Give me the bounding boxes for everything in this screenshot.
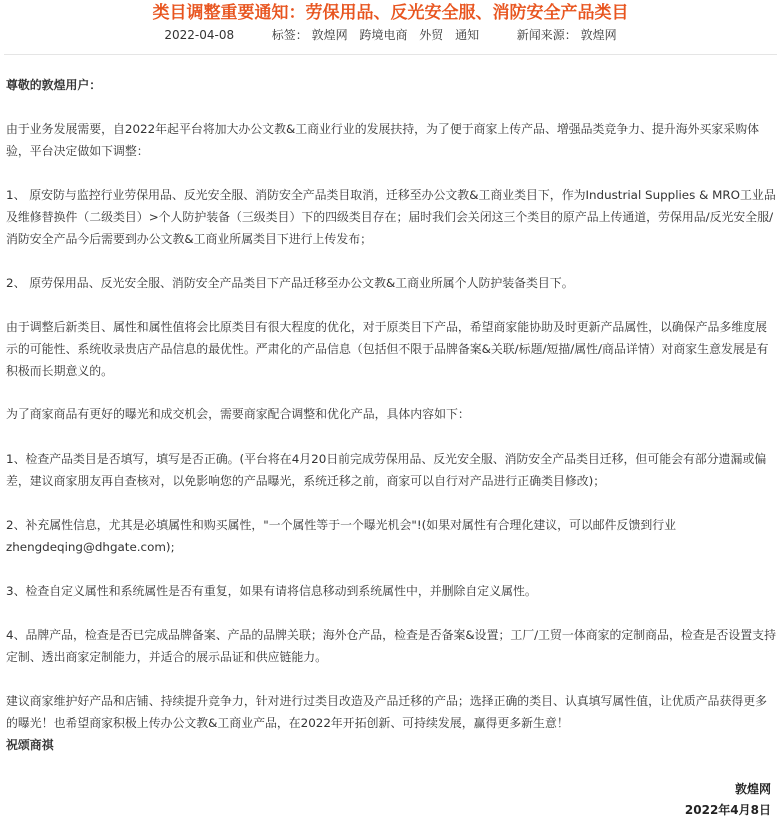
greeting: 尊敬的敦煌用户： — [6, 78, 102, 92]
tag-link[interactable]: 跨境电商 — [359, 28, 408, 42]
tags-label: 标签： — [271, 28, 308, 42]
tag-link[interactable]: 外贸 — [419, 28, 444, 42]
paragraph: 由于业务发展需要，自2022年起平台将加大办公文教&工商业行业的发展扶持，为了便于商家上传产品、增强品类竞争力、提升海外买家采购体验，平台决定做如下调整： — [6, 122, 759, 158]
paragraph: 3、检查自定义属性和系统属性是否有重复，如果有请将信息移动到系统属性中，并删除自定义属性。 — [6, 584, 537, 598]
article-date: 2022-04-08 — [164, 28, 235, 42]
paragraph: 1、 原安防与监控行业劳保用品、反光安全服、消防安全产品类目取消，迁移至办公文教&工商业类目下，作为Industrial Supplies & MRO工业品及维修替换件（二级类目）>个人防护装备（三级类目）下的四级类目存在；届时我们会关闭这三个类目的原产品上传通道，劳保用品/反光安全服/消防安全产品今后需要到办公文教&工商业所属类目下进行上传发布； — [6, 188, 776, 246]
closing: 祝颂商祺 — [6, 738, 54, 752]
header-divider — [4, 54, 777, 55]
paragraph: 4、品牌产品，检查是否已完成品牌备案、产品的品牌关联；海外仓产品，检查是否备案&设置；工厂/工贸一体商家的定制商品，检查是否设置支持定制、透出商家定制能力，并适合的展示品证和供应链能力。 — [6, 628, 776, 664]
paragraph: 建议商家维护好产品和店铺、持续提升竞争力，针对进行过类目改造及产品迁移的产品；选择正确的类目、认真填写属性值，让优质产品获得更多的曝光！也希望商家积极上传办公文教&工商业产品，在2022年开拓创新、可持续发展，赢得更多新生意！ — [6, 694, 768, 730]
paragraph: 1、检查产品类目是否填写，填写是否正确。(平台将在4月20日前完成劳保用品、反光安全服、消防安全产品类目迁移，但可能会有部分遗漏或偏差，建议商家朋友再自查核对，以免影响您的产品曝光，系统迁移之前，商家可以自行对产品进行正确类目修改)； — [6, 452, 767, 488]
article-meta — [0, 27, 781, 43]
article-title: 类目调整重要通知：劳保用品、反光安全服、消防安全产品类目 — [152, 3, 629, 23]
source-label: 新闻来源： — [516, 28, 577, 42]
paragraph: 为了商家商品有更好的曝光和成交机会，需要商家配合调整和优化产品，具体内容如下： — [6, 407, 470, 421]
paragraph: 2、补充属性信息，尤其是必填属性和购买属性，"一个属性等于一个曝光机会"!(如果对属性有合理化建议，可以邮件反馈到行业zhengdeqing@dhgate.com); — [6, 518, 677, 554]
tag-link[interactable]: 通知 — [455, 28, 480, 42]
paragraph: 由于调整后新类目、属性和属性值将会比原类目有很大程度的优化，对于原类目下产品，希望商家能协助及时更新产品属性，以确保产品多维度展示的可能性、系统收录贵店产品信息的最优性。严肃化的产品信息（包括但不限于品牌备案&关联/标题/短描/属性/商品详情）对商家生意发展是有积极而长期意义的。 — [6, 320, 769, 378]
sign-date: 2022年4月8日 — [684, 803, 771, 817]
paragraph: 2、 原劳保用品、反光安全服、消防安全产品类目下产品迁移至办公文教&工商业所属个人防护装备类目下。 — [6, 276, 574, 290]
tag-link[interactable]: 敦煌网 — [311, 28, 348, 42]
signature: 敦煌网 — [734, 782, 771, 796]
article-source: 敦煌网 — [580, 28, 617, 42]
